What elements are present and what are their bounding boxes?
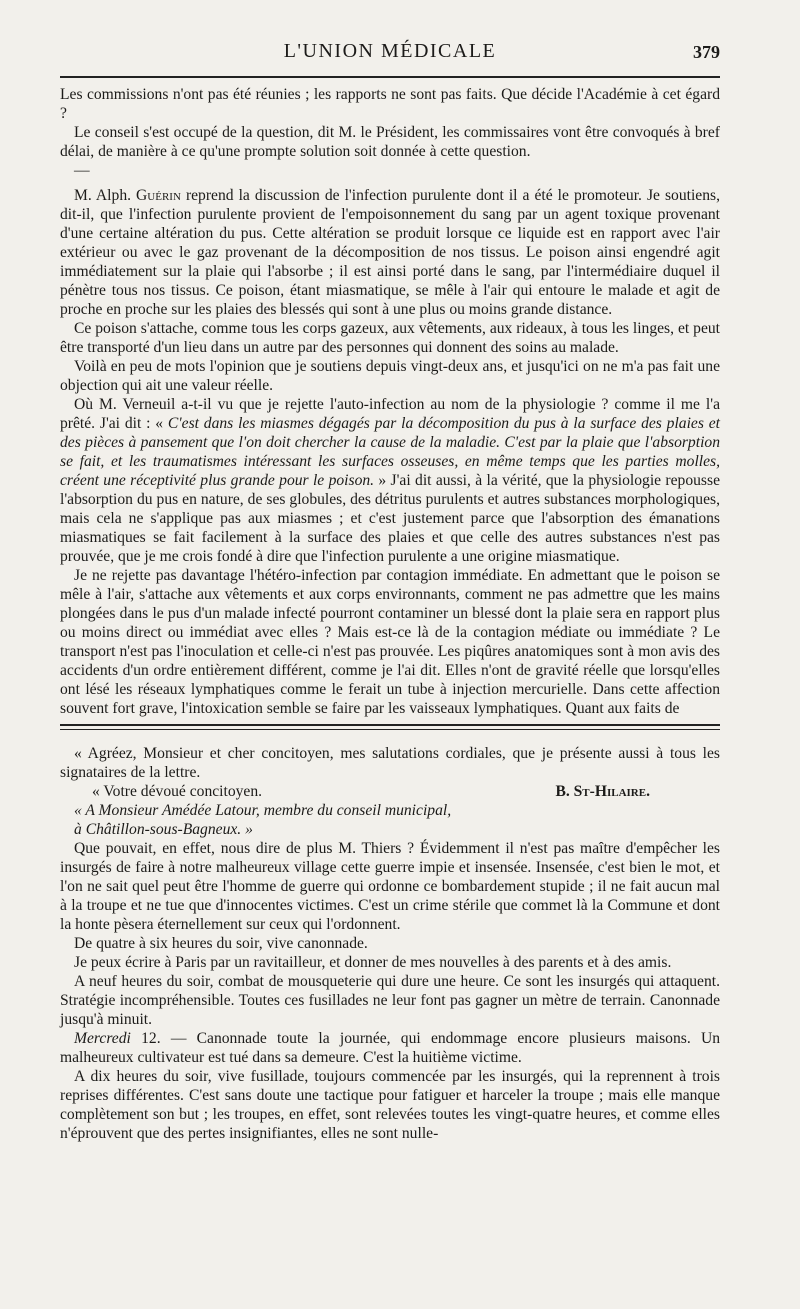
- italic-quote: C'est dans les miasmes dégagés par la décomposition du pus à la surface des plaies et des pièces à pansement que l'on doit chercher la cause de la maladie. C'est par la plaie que l'absorption se fait, et les traumatismes intéressant les surfaces osseuses, en même temps que les parties molles, créent une réceptivité plus grande pour le poison.: [60, 415, 721, 489]
- paragraph-2: Le conseil s'est occupé de la question, dit M. le Président, les commissaires vont être convoqués à bref délai, de manière à ce qu'une prompte solution soit donnée à cette question.: [60, 124, 720, 160]
- signatory: B. St-Hilaire.: [555, 783, 650, 800]
- paragraph-1: Les commissions n'ont pas été réunies ; les rapports ne sont pas faits. Que décide l'Académie à cet égard ?: [60, 86, 720, 122]
- running-title: L'UNION MÉDICALE: [283, 40, 497, 62]
- signature-line: [60, 782, 720, 801]
- address-line-1: « A Monsieur Amédée Latour, membre du conseil municipal,: [74, 802, 452, 819]
- paragraph-7: Je ne rejette pas davantage l'hétéro-infection par contagion immédiate. En admettant que le poison se mêle à l'air, s'attache aux vêtements et aux corps environnants, comment ne pas admettre que les mains plongées dans le pus d'un malade infecté pourront contaminer un blessé dont la plaie sera en rapport plus ou moins direct ou immédiat avec elles ? Mais est-ce là de la contagion médiate ou immédiate ? Le transport n'est pas l'inoculation et celle-ci n'est pas prouvée. Les piqûres anatomiques sont à mon avis des accidents d'un ordre entièrement différent, comme je l'ai dit. Elles n'ont de gravité réelle que lorsqu'elles ont lésé les réseaux lymphatiques comme le ferait un tube à injection mercurielle. Dans cette affection souvent fort grave, l'intoxication semble se faire par les vaisseaux lymphatiques. Quant aux faits de: [60, 567, 720, 717]
- feuilleton-paragraph-1: « Agréez, Monsieur et cher concitoyen, mes salutations cordiales, que je présente aussi à tous les signataires de la lettre.: [60, 745, 720, 781]
- feuilleton-paragraph-5: A neuf heures du soir, combat de mousqueterie qui dure une heure. Ce sont les insurgés qui attaquent. Stratégie incompréhensible. Toutes ces fusillades ne leur font pas gagner un mètre de terrain. Canonnade jusqu'à minuit.: [60, 973, 720, 1028]
- feuilleton-paragraph-7: A dix heures du soir, vive fusillade, toujours commencée par les insurgés, qui la reprennent à trois reprises différentes. C'est sans doute une tactique pour fatiguer et harceler la troupe ; mais elle manque complètement son but ; les troupes, en effet, sont relevées toutes les vingt-quatre heures, et comme elles n'éprouvent que des pertes insignifiantes, elles ne sont nulle-: [60, 1068, 720, 1142]
- page-number: 379: [693, 42, 720, 62]
- paragraph-3: [60, 186, 720, 319]
- paragraph-5: Voilà en peu de mots l'opinion que je soutiens depuis vingt-deux ans, et jusqu'ici on ne m'a pas fait une objection qui ait une valeur réelle.: [60, 358, 720, 394]
- paragraph-4: Ce poison s'attache, comme tous les corps gazeux, aux vêtements, aux rideaux, à tous les linges, et peut être transporté d'un lieu dans un autre par des personnes qui donnent des soins au malade.: [60, 320, 720, 356]
- closing-salutation: « Votre dévoué concitoyen.: [92, 783, 263, 800]
- paragraph-6: [60, 395, 720, 566]
- address-line-2: à Châtillon-sous-Bagneux. »: [74, 821, 253, 838]
- speaker-name: Guérin: [136, 187, 181, 204]
- article-body: [60, 78, 720, 718]
- feuilleton-paragraph-2: Que pouvait, en effet, nous dire de plus M. Thiers ? Évidemment il n'est pas maître d'empêcher les insurgés de faire à notre malheureux village cette guerre impie et insensée. Insensée, c'est bien le mot, et l'on ne sait quel peut être l'homme de guerre qui ordonne ce bombardement stupide ; il ne fait aucun mal à la troupe et ne tue que d'innocentes victimes. C'est un crime stérile que commet là la Commune et dont la honte pèsera éternellement sur ceux qui l'ordonnent.: [60, 840, 720, 933]
- page-header: [60, 36, 720, 78]
- paragraph-3-text: reprend la discussion de l'infection purulente dont il a été le promoteur. Je soutiens, dit-il, que l'infection purulente provient de l'empoisonnement du sang par un agent toxique provenant d'une certaine altération du pus. Cette altération se produit lorsque ce liquide est en rapport avec l'air extérieur ou avec le gaz provenant de la décomposition de nos tissus. Le poison ainsi engendré agit immédiatement sur la plaie qui l'absorbe ; il est ainsi porté dans le sang, par l'intermédiaire duquel il pénètre tous nos tissus. Ce poison, étant miasmatique, se mêle à l'air qui entoure le malade et agit de proche en proche sur les plaies des blessés qui sont à une plus ou moins grande distance.: [60, 187, 720, 318]
- feuilleton-paragraph-4: Je peux écrire à Paris par un ravitailleur, et donner de mes nouvelles à des parents et à des amis.: [74, 954, 672, 971]
- diary-day: Mercredi: [74, 1030, 131, 1047]
- section-dash: —: [74, 162, 90, 179]
- feuilleton-paragraph-6-text: 12. — Canonnade toute la journée, qui endommage encore plusieurs maisons. Un malheureux cultivateur est tué dans sa demeure. C'est la huitième victime.: [60, 1030, 720, 1066]
- paragraph-6-intro: Où M. Verneuil a-t-il vu que je rejette l'auto-infection au nom de la physiologie ? comme il me l'a prêté. J'ai dit : «: [60, 396, 720, 432]
- feuilleton-section: [60, 730, 720, 1143]
- speaker-prefix: M. Alph.: [74, 187, 137, 204]
- paragraph-6-close: » J'ai dit aussi, à la vérité, que la physiologie repousse l'absorption du pus en nature, de ses globules, des détritus purulents et autres substances morphologiques, mais cela ne s'applique pas aux miasmes ; et c'est justement parce que l'absorption des émanations miasmatiques se fait facilement à la surface des plaies et que celle des autres substances n'est pas prouvée, que je me crois fondé à dire que l'infection purulente a une origine miasmatique.: [60, 472, 720, 565]
- feuilleton-paragraph-6: [60, 1029, 720, 1067]
- feuilleton-paragraph-3: De quatre à six heures du soir, vive canonnade.: [74, 935, 368, 952]
